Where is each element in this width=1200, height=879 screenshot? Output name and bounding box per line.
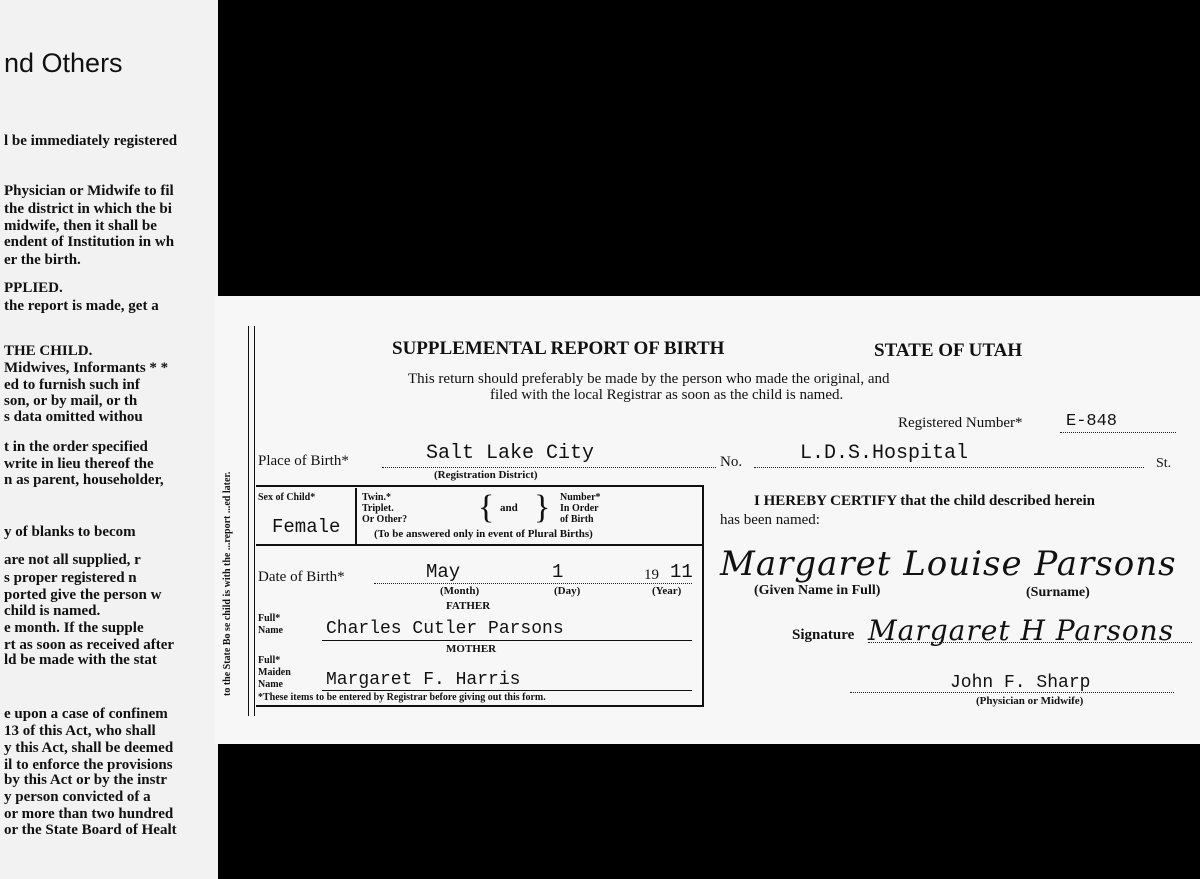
back-page-line: or more than two hundred: [4, 806, 174, 822]
physician-name-value: John F. Sharp: [950, 673, 1091, 693]
mother-name-label: Name: [258, 679, 283, 690]
back-page-line: s data omitted withou: [4, 409, 143, 425]
left-border-rule-inner: [254, 326, 255, 716]
birth-month-value: May: [426, 561, 461, 583]
state-title: STATE OF UTAH: [874, 340, 1023, 361]
sex-value: Female: [272, 516, 341, 538]
registrar-footnote: *These items to be entered by Registrar before giving out this form.: [258, 692, 546, 703]
plural-births-note: (To be answered only in event of Plural Births): [374, 528, 593, 540]
street-line: [754, 467, 1144, 468]
given-name-caption: (Given Name in Full): [754, 583, 881, 598]
certify-line-2: has been named:: [720, 512, 820, 528]
father-name-value: Charles Cutler Parsons: [326, 619, 564, 639]
mother-maiden-label: Maiden: [258, 667, 291, 678]
back-page-line: rt as soon as received after: [4, 637, 175, 653]
back-page-line: the report is made, get a: [4, 298, 159, 314]
background-instruction-page: [0, 0, 218, 879]
registered-number-label: Registered Number*: [898, 415, 1023, 431]
father-name-line: [322, 640, 692, 641]
date-of-birth-line: [374, 583, 692, 584]
back-page-line: n as parent, householder,: [4, 472, 164, 488]
hospital-value: L.D.S.Hospital: [800, 442, 969, 465]
day-caption: (Day): [554, 585, 581, 597]
number-label: Number*: [560, 492, 601, 503]
back-page-line: ported give the person w: [4, 587, 162, 603]
birth-year-value: 11: [670, 561, 693, 583]
instruction-line-1: This return should preferably be made by the person who made the original, and: [408, 371, 890, 387]
signature-line: [868, 642, 1192, 643]
mother-name-value: Margaret F. Harris: [326, 670, 521, 690]
registered-number-line: [1060, 432, 1176, 433]
surname-caption: (Surname): [1026, 585, 1090, 600]
back-page-line: Midwives, Informants * *: [4, 360, 169, 376]
triplet-label: Triplet.: [362, 503, 394, 514]
place-of-birth-line: [382, 467, 716, 468]
back-page-line: e upon a case of confinem: [4, 706, 168, 722]
signature-handwritten: Margaret H Parsons: [868, 614, 1175, 647]
back-page-line: child is named.: [4, 603, 101, 619]
back-page-line: THE CHILD.: [4, 343, 93, 359]
certify-line-1: I HEREBY CERTIFY that the child described herein: [754, 493, 1096, 509]
back-page-line: Physician or Midwife to fil: [4, 183, 174, 199]
twin-label: Twin.*: [362, 492, 391, 503]
form-title: SUPPLEMENTAL REPORT OF BIRTH: [392, 338, 725, 359]
back-page-line: er the birth.: [4, 252, 81, 268]
signature-label: Signature: [792, 627, 855, 643]
month-caption: (Month): [440, 585, 480, 597]
back-page-line: s proper registered n: [4, 570, 137, 586]
date-of-birth-label: Date of Birth*: [258, 569, 345, 585]
father-full-label: Full*: [258, 613, 281, 624]
child-name-handwritten: Margaret Louise Parsons: [720, 544, 1177, 584]
father-name-label: Name: [258, 625, 283, 636]
back-page-line: ed to furnish such inf: [4, 377, 140, 393]
registered-number-value: E-848: [1066, 412, 1118, 431]
back-page-line: by this Act or by the instr: [4, 772, 168, 788]
birth-day-value: 1: [552, 561, 564, 583]
side-note: to the State Bo se child is with the ...report ...ed later.: [222, 471, 233, 696]
and-label: and: [500, 502, 518, 514]
back-page-line: ld be made with the stat: [4, 652, 157, 668]
back-page-line: are not all supplied, r: [4, 552, 141, 568]
sex-row-bottom-rule: [256, 544, 704, 546]
mother-full-label: Full*: [258, 655, 281, 666]
back-page-line: or the State Board of Healt: [4, 822, 177, 838]
mother-name-line: [322, 690, 692, 691]
father-heading: FATHER: [446, 600, 491, 612]
back-page-line: write in lieu thereof the: [4, 456, 154, 472]
physician-line: [850, 692, 1174, 693]
back-page-line: e month. If the supple: [4, 620, 144, 636]
year-caption: (Year): [652, 585, 682, 597]
back-page-line: l be immediately registered: [4, 133, 178, 149]
place-of-birth-label: Place of Birth*: [258, 453, 349, 469]
back-page-line: PPLIED.: [4, 280, 63, 296]
of-birth-label: of Birth: [560, 514, 594, 525]
back-page-line: 13 of this Act, who shall: [4, 723, 156, 739]
registration-district-caption: (Registration District): [434, 469, 538, 481]
street-suffix-label: St.: [1156, 456, 1172, 471]
in-order-label: In Order: [560, 503, 599, 514]
back-page-line: endent of Institution in wh: [4, 234, 175, 250]
back-page-line: t in the order specified: [4, 439, 148, 455]
sex-divider: [355, 488, 357, 544]
left-border-rule: [248, 326, 249, 716]
instruction-line-2: filed with the local Registrar as soon as the child is named.: [490, 387, 844, 403]
place-of-birth-value: Salt Lake City: [426, 442, 595, 465]
birth-year-prefix: 19: [644, 567, 659, 583]
right-brace-icon: }: [534, 489, 551, 526]
physician-caption: (Physician or Midwife): [976, 695, 1084, 707]
back-page-line: the district in which the bi: [4, 201, 172, 217]
back-page-line: son, or by mail, or th: [4, 393, 138, 409]
mother-heading: MOTHER: [446, 643, 497, 655]
supplemental-report-of-birth-form: [214, 296, 1200, 744]
left-brace-icon: {: [478, 489, 495, 526]
back-page-line: y of blanks to becom: [4, 524, 136, 540]
back-page-line: y this Act, shall be deemed: [4, 740, 174, 756]
back-page-line: il to enforce the provisions: [4, 757, 173, 773]
sex-label: Sex of Child*: [258, 492, 316, 503]
other-label: Or Other?: [362, 514, 408, 525]
back-page-line: midwife, then it shall be: [4, 218, 157, 234]
back-page-heading: nd Others: [4, 48, 123, 78]
back-page-line: y person convicted of a: [4, 789, 151, 805]
street-number-label: No.: [720, 454, 743, 470]
